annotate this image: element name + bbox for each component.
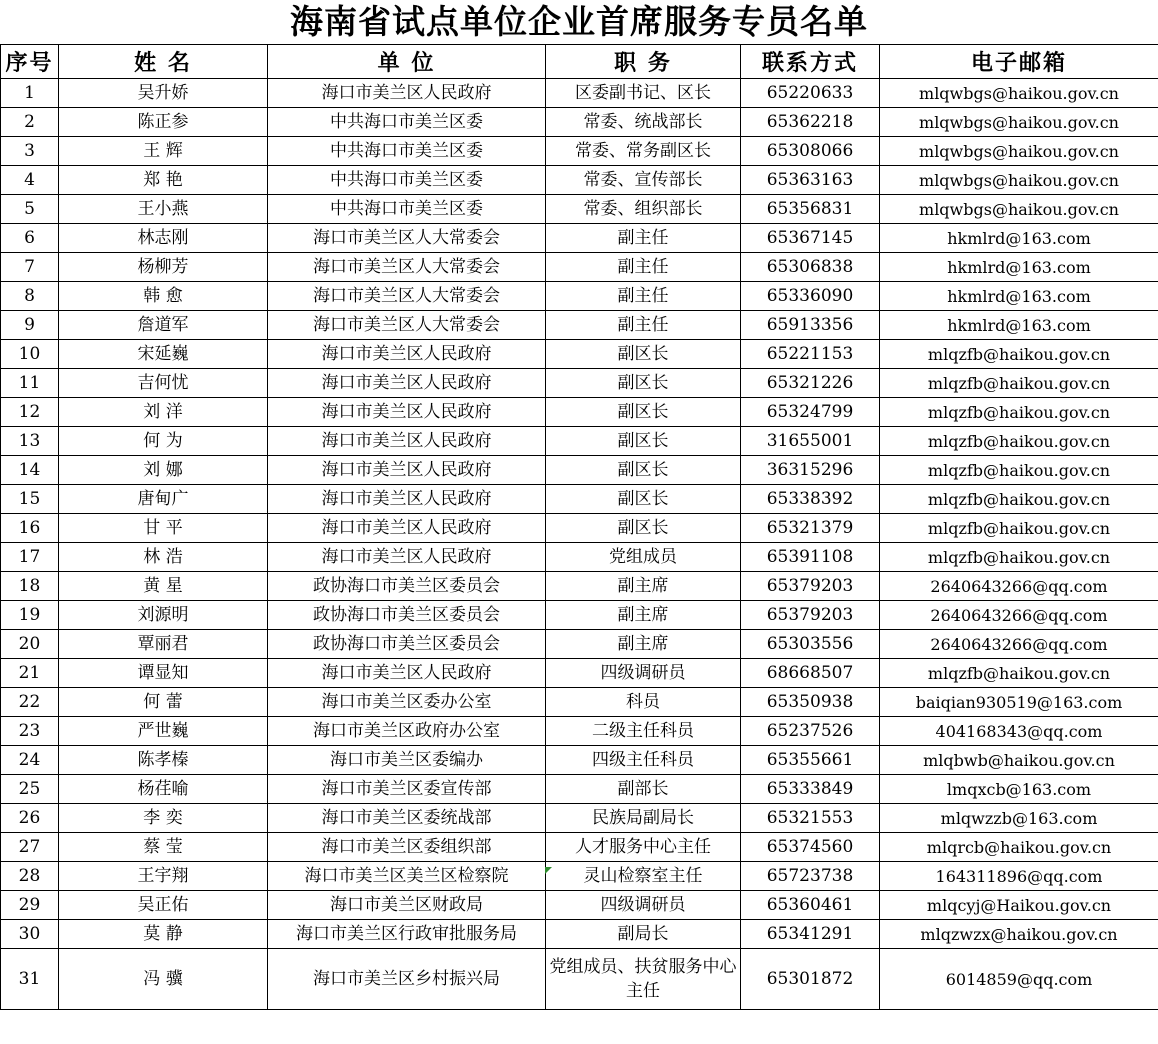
cell-name: 林志刚 [59, 224, 268, 253]
cell-email: mlqzfb@haikou.gov.cn [880, 456, 1158, 485]
cell-post: 副区长 [546, 485, 741, 514]
cell-name: 莫 静 [59, 920, 268, 949]
cell-phone: 65391108 [741, 543, 880, 572]
table-row [1, 601, 1158, 630]
cell-seq: 25 [1, 775, 59, 804]
cell-phone: 65338392 [741, 485, 880, 514]
cell-phone: 31655001 [741, 427, 880, 456]
cell-email: mlqzfb@haikou.gov.cn [880, 659, 1158, 688]
cell-seq: 19 [1, 601, 59, 630]
cell-name: 刘 洋 [59, 398, 268, 427]
cell-post: 副主任 [546, 282, 741, 311]
cell-unit: 海口市美兰区人民政府 [268, 514, 546, 543]
cell-post: 副区长 [546, 398, 741, 427]
cell-unit: 海口市美兰区人民政府 [268, 79, 546, 108]
cell-post: 副主任 [546, 311, 741, 340]
cell-name: 王小燕 [59, 195, 268, 224]
cell-name: 王 辉 [59, 137, 268, 166]
cell-post: 四级调研员 [546, 891, 741, 920]
cell-name: 林 浩 [59, 543, 268, 572]
table-row [1, 108, 1158, 137]
cell-email: mlqwbgs@haikou.gov.cn [880, 166, 1158, 195]
cell-email: mlqzfb@haikou.gov.cn [880, 427, 1158, 456]
cell-phone: 65221153 [741, 340, 880, 369]
cell-seq: 12 [1, 398, 59, 427]
cell-email: mlqwbgs@haikou.gov.cn [880, 137, 1158, 166]
cell-phone: 65324799 [741, 398, 880, 427]
table-row [1, 920, 1158, 949]
cell-unit: 海口市美兰区委组织部 [268, 833, 546, 862]
cell-email: mlqzfb@haikou.gov.cn [880, 514, 1158, 543]
cell-phone: 65333849 [741, 775, 880, 804]
cell-seq: 15 [1, 485, 59, 514]
cell-phone: 65341291 [741, 920, 880, 949]
cell-email: mlqzfb@haikou.gov.cn [880, 398, 1158, 427]
cell-name: 吴升娇 [59, 79, 268, 108]
cell-phone: 65362218 [741, 108, 880, 137]
cell-seq: 10 [1, 340, 59, 369]
cell-unit: 中共海口市美兰区委 [268, 166, 546, 195]
cell-unit: 海口市美兰区人民政府 [268, 543, 546, 572]
table-row [1, 717, 1158, 746]
cell-unit: 政协海口市美兰区委员会 [268, 601, 546, 630]
cell-name: 谭显知 [59, 659, 268, 688]
cell-seq: 18 [1, 572, 59, 601]
cell-phone: 65360461 [741, 891, 880, 920]
table-row [1, 862, 1158, 891]
cell-unit: 海口市美兰区政府办公室 [268, 717, 546, 746]
header-seq: 序号 [1, 45, 59, 79]
cell-unit: 海口市美兰区乡村振兴局 [268, 949, 546, 1010]
cell-post: 副区长 [546, 369, 741, 398]
cell-seq: 31 [1, 949, 59, 1010]
table-row [1, 79, 1158, 108]
cell-email: 6014859@qq.com [880, 949, 1158, 1010]
cell-email: hkmlrd@163.com [880, 311, 1158, 340]
cell-phone: 65913356 [741, 311, 880, 340]
cell-name: 何 蕾 [59, 688, 268, 717]
table-row [1, 485, 1158, 514]
cell-unit: 中共海口市美兰区委 [268, 108, 546, 137]
table-row [1, 340, 1158, 369]
cell-phone: 65379203 [741, 572, 880, 601]
cell-post: 四级调研员 [546, 659, 741, 688]
cell-post: 党组成员 [546, 543, 741, 572]
cell-email: 404168343@qq.com [880, 717, 1158, 746]
cell-unit: 海口市美兰区人民政府 [268, 340, 546, 369]
cell-name: 蔡 莹 [59, 833, 268, 862]
cell-email: 2640643266@qq.com [880, 630, 1158, 659]
cell-unit: 海口市美兰区美兰区检察院 [268, 862, 546, 891]
cell-unit: 海口市美兰区委办公室 [268, 688, 546, 717]
cell-phone: 65355661 [741, 746, 880, 775]
cell-email: hkmlrd@163.com [880, 224, 1158, 253]
cell-seq: 11 [1, 369, 59, 398]
cell-comment-marker [545, 867, 552, 874]
header-name: 姓 名 [59, 45, 268, 79]
cell-post: 科员 [546, 688, 741, 717]
cell-phone: 65321553 [741, 804, 880, 833]
cell-seq: 16 [1, 514, 59, 543]
cell-unit: 海口市美兰区人民政府 [268, 456, 546, 485]
cell-name: 韩 愈 [59, 282, 268, 311]
cell-post: 副区长 [546, 340, 741, 369]
table-row [1, 572, 1158, 601]
cell-phone: 65306838 [741, 253, 880, 282]
cell-phone: 65220633 [741, 79, 880, 108]
table-row [1, 253, 1158, 282]
table-row [1, 137, 1158, 166]
table-row [1, 949, 1158, 1010]
header-post: 职 务 [546, 45, 741, 79]
cell-phone: 36315296 [741, 456, 880, 485]
cell-post: 副主席 [546, 572, 741, 601]
cell-seq: 8 [1, 282, 59, 311]
cell-email: mlqzfb@haikou.gov.cn [880, 369, 1158, 398]
cell-unit: 海口市美兰区人大常委会 [268, 311, 546, 340]
cell-seq: 30 [1, 920, 59, 949]
cell-seq: 23 [1, 717, 59, 746]
cell-name: 郑 艳 [59, 166, 268, 195]
table-row [1, 891, 1158, 920]
cell-unit: 海口市美兰区人民政府 [268, 369, 546, 398]
cell-seq: 9 [1, 311, 59, 340]
header-unit: 单 位 [268, 45, 546, 79]
cell-post: 副部长 [546, 775, 741, 804]
table-row [1, 659, 1158, 688]
cell-phone: 65374560 [741, 833, 880, 862]
cell-name: 杨柳芳 [59, 253, 268, 282]
cell-unit: 海口市美兰区委统战部 [268, 804, 546, 833]
cell-post: 常委、组织部长 [546, 195, 741, 224]
cell-post: 副区长 [546, 456, 741, 485]
cell-seq: 4 [1, 166, 59, 195]
cell-unit: 海口市美兰区财政局 [268, 891, 546, 920]
cell-seq: 7 [1, 253, 59, 282]
cell-phone: 65308066 [741, 137, 880, 166]
cell-name: 李 奕 [59, 804, 268, 833]
cell-unit: 海口市美兰区人民政府 [268, 398, 546, 427]
table-row [1, 166, 1158, 195]
cell-seq: 26 [1, 804, 59, 833]
table-row [1, 427, 1158, 456]
table-row [1, 282, 1158, 311]
cell-unit: 中共海口市美兰区委 [268, 195, 546, 224]
cell-post: 灵山检察室主任 [546, 862, 741, 891]
cell-seq: 27 [1, 833, 59, 862]
cell-name: 唐甸广 [59, 485, 268, 514]
cell-name: 吴正佑 [59, 891, 268, 920]
cell-phone: 65321226 [741, 369, 880, 398]
cell-seq: 3 [1, 137, 59, 166]
cell-seq: 6 [1, 224, 59, 253]
cell-email: mlqzfb@haikou.gov.cn [880, 340, 1158, 369]
cell-name: 黄 星 [59, 572, 268, 601]
table-row [1, 514, 1158, 543]
cell-phone: 65321379 [741, 514, 880, 543]
cell-seq: 29 [1, 891, 59, 920]
table-row [1, 398, 1158, 427]
cell-email: lmqxcb@163.com [880, 775, 1158, 804]
cell-phone: 65356831 [741, 195, 880, 224]
cell-post: 民族局副局长 [546, 804, 741, 833]
cell-seq: 17 [1, 543, 59, 572]
cell-post: 副主席 [546, 630, 741, 659]
cell-name: 严世巍 [59, 717, 268, 746]
cell-post: 副主任 [546, 224, 741, 253]
cell-unit: 中共海口市美兰区委 [268, 137, 546, 166]
cell-phone: 65367145 [741, 224, 880, 253]
table-row [1, 775, 1158, 804]
cell-name: 刘 娜 [59, 456, 268, 485]
cell-email: mlqrcb@haikou.gov.cn [880, 833, 1158, 862]
cell-phone: 65379203 [741, 601, 880, 630]
cell-seq: 2 [1, 108, 59, 137]
cell-phone: 65723738 [741, 862, 880, 891]
cell-post: 副主任 [546, 253, 741, 282]
table-row [1, 833, 1158, 862]
cell-name: 宋延巍 [59, 340, 268, 369]
table-row [1, 224, 1158, 253]
table-row [1, 688, 1158, 717]
cell-name: 何 为 [59, 427, 268, 456]
cell-phone: 65303556 [741, 630, 880, 659]
cell-name: 陈孝榛 [59, 746, 268, 775]
cell-unit: 海口市美兰区委编办 [268, 746, 546, 775]
cell-unit: 政协海口市美兰区委员会 [268, 630, 546, 659]
cell-post: 副局长 [546, 920, 741, 949]
cell-unit: 海口市美兰区行政审批服务局 [268, 920, 546, 949]
cell-post: 常委、宣传部长 [546, 166, 741, 195]
cell-seq: 21 [1, 659, 59, 688]
cell-seq: 24 [1, 746, 59, 775]
cell-post: 副主席 [546, 601, 741, 630]
cell-unit: 政协海口市美兰区委员会 [268, 572, 546, 601]
cell-email: mlqzfb@haikou.gov.cn [880, 543, 1158, 572]
cell-email: mlqbwb@haikou.gov.cn [880, 746, 1158, 775]
table-row [1, 630, 1158, 659]
cell-email: baiqian930519@163.com [880, 688, 1158, 717]
cell-email: 2640643266@qq.com [880, 572, 1158, 601]
cell-email: mlqwbgs@haikou.gov.cn [880, 108, 1158, 137]
cell-email: hkmlrd@163.com [880, 253, 1158, 282]
cell-post: 人才服务中心主任 [546, 833, 741, 862]
cell-email: mlqwzzb@163.com [880, 804, 1158, 833]
cell-unit: 海口市美兰区人大常委会 [268, 253, 546, 282]
cell-name: 甘 平 [59, 514, 268, 543]
cell-seq: 14 [1, 456, 59, 485]
cell-seq: 1 [1, 79, 59, 108]
cell-email: mlqwbgs@haikou.gov.cn [880, 195, 1158, 224]
cell-seq: 28 [1, 862, 59, 891]
cell-phone: 65350938 [741, 688, 880, 717]
cell-name: 詹道军 [59, 311, 268, 340]
cell-seq: 13 [1, 427, 59, 456]
cell-post: 二级主任科员 [546, 717, 741, 746]
cell-phone: 65237526 [741, 717, 880, 746]
cell-unit: 海口市美兰区人民政府 [268, 659, 546, 688]
cell-unit: 海口市美兰区委宣传部 [268, 775, 546, 804]
cell-email: 164311896@qq.com [880, 862, 1158, 891]
cell-seq: 5 [1, 195, 59, 224]
cell-name: 杨荏喻 [59, 775, 268, 804]
cell-email: mlqcyj@Haikou.gov.cn [880, 891, 1158, 920]
cell-phone: 65336090 [741, 282, 880, 311]
table-row [1, 543, 1158, 572]
cell-phone: 65363163 [741, 166, 880, 195]
cell-unit: 海口市美兰区人民政府 [268, 485, 546, 514]
cell-email: 2640643266@qq.com [880, 601, 1158, 630]
page-title: 海南省试点单位企业首席服务专员名单 [290, 2, 868, 41]
header-row [1, 45, 1158, 79]
cell-phone: 68668507 [741, 659, 880, 688]
table-row [1, 311, 1158, 340]
cell-post: 常委、统战部长 [546, 108, 741, 137]
table-row [1, 456, 1158, 485]
cell-name: 刘源明 [59, 601, 268, 630]
cell-post: 区委副书记、区长 [546, 79, 741, 108]
cell-post: 副区长 [546, 427, 741, 456]
table-row [1, 195, 1158, 224]
cell-email: mlqwbgs@haikou.gov.cn [880, 79, 1158, 108]
cell-post: 党组成员、扶贫服务中心主任 [546, 949, 741, 1010]
header-phone: 联系方式 [741, 45, 880, 79]
cell-name: 吉何忧 [59, 369, 268, 398]
cell-name: 陈正参 [59, 108, 268, 137]
table-row [1, 804, 1158, 833]
header-email: 电子邮箱 [880, 45, 1158, 79]
cell-post: 常委、常务副区长 [546, 137, 741, 166]
cell-post: 副区长 [546, 514, 741, 543]
cell-unit: 海口市美兰区人大常委会 [268, 282, 546, 311]
cell-email: mlqzfb@haikou.gov.cn [880, 485, 1158, 514]
cell-unit: 海口市美兰区人民政府 [268, 427, 546, 456]
cell-unit: 海口市美兰区人大常委会 [268, 224, 546, 253]
cell-name: 覃丽君 [59, 630, 268, 659]
table-row [1, 369, 1158, 398]
table-row [1, 746, 1158, 775]
cell-phone: 65301872 [741, 949, 880, 1010]
cell-email: mlqzwzx@haikou.gov.cn [880, 920, 1158, 949]
cell-seq: 22 [1, 688, 59, 717]
staff-table [0, 44, 1158, 1010]
cell-email: hkmlrd@163.com [880, 282, 1158, 311]
cell-name: 冯 骥 [59, 949, 268, 1010]
cell-post: 四级主任科员 [546, 746, 741, 775]
cell-name: 王宇翔 [59, 862, 268, 891]
cell-seq: 20 [1, 630, 59, 659]
